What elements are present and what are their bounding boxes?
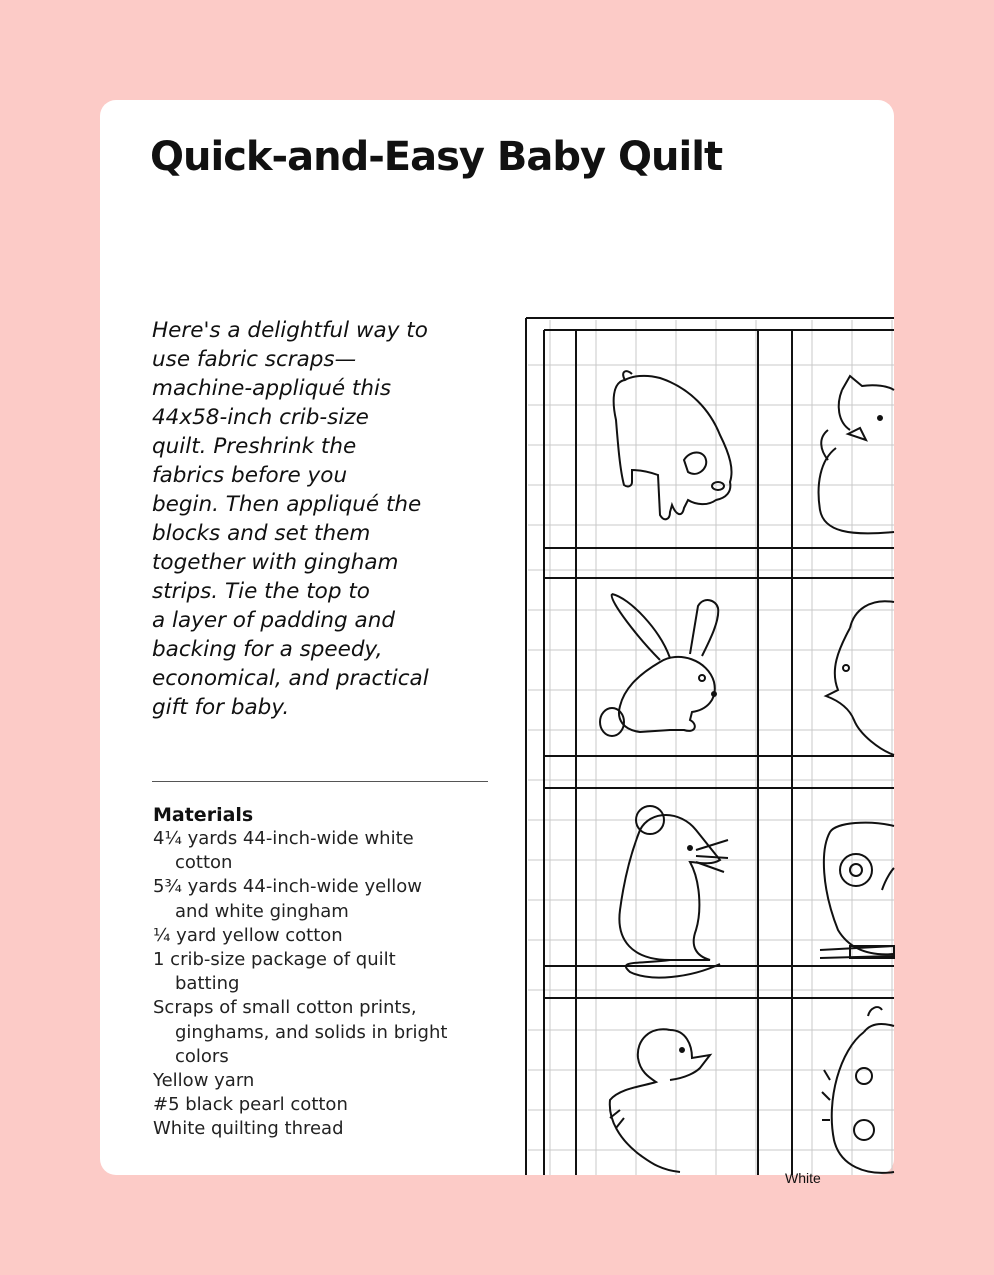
materials-item-continued: cotton xyxy=(175,852,233,874)
intro-line: 44x58-inch crib-size xyxy=(152,405,369,430)
intro-line: use fabric scraps— xyxy=(152,347,357,372)
mouse-tail xyxy=(626,960,720,978)
cat-motif xyxy=(819,376,894,533)
bunny-nose xyxy=(712,692,716,696)
intro-line: economical, and practical xyxy=(152,666,429,691)
bunny-ear-left xyxy=(612,594,670,658)
elephant-trunk xyxy=(826,628,894,755)
page-title: Quick-and-Easy Baby Quilt xyxy=(150,134,723,180)
elephant-eye xyxy=(843,665,849,671)
materials-item: 4¼ yards 44-inch-wide white xyxy=(153,828,414,849)
intro-line: a layer of padding and xyxy=(152,608,395,633)
bunny-body xyxy=(619,657,715,732)
bunny-eye xyxy=(699,675,705,681)
cat-body xyxy=(819,448,894,533)
ladybug-legs xyxy=(822,1070,830,1120)
materials-item: Yellow yarn xyxy=(153,1070,255,1092)
cat-ear xyxy=(842,376,894,390)
mouse-eye xyxy=(688,846,692,850)
intro-line: machine-appliqué this xyxy=(152,376,392,401)
intro-line: fabrics before you xyxy=(152,463,348,488)
duck-eye xyxy=(680,1048,684,1052)
section-divider xyxy=(152,781,488,782)
materials-item: ¼ yard yellow cotton xyxy=(153,924,343,946)
materials-item-continued: ginghams, and solids in bright xyxy=(175,1021,448,1043)
materials-section xyxy=(153,803,513,1142)
page-card xyxy=(100,100,894,1186)
ladybug-antenna xyxy=(868,1007,882,1016)
ladybug-body xyxy=(832,1032,894,1173)
materials-item-continued: batting xyxy=(175,973,240,995)
quilt-sashing xyxy=(526,318,894,1175)
materials-item: #5 black pearl cotton xyxy=(153,1094,348,1116)
duck-motif xyxy=(610,1029,710,1172)
ladybug-head xyxy=(864,1024,894,1032)
pig-body xyxy=(614,376,732,519)
mouse-body xyxy=(619,815,720,960)
intro-paragraph xyxy=(152,316,492,722)
owl-eye-ring xyxy=(840,854,872,886)
elephant-motif xyxy=(826,601,894,755)
elephant-head xyxy=(850,601,894,628)
intro-line: blocks and set them xyxy=(152,521,371,546)
diagram-color-label: White xyxy=(785,1170,821,1186)
intro-line: together with gingham xyxy=(152,550,399,575)
intro-line: gift for baby. xyxy=(152,695,290,720)
materials-item-continued: colors xyxy=(175,1045,229,1067)
ladybug-motif xyxy=(822,1007,894,1173)
pig-ear xyxy=(684,453,706,474)
materials-item: White quilting thread xyxy=(153,1118,344,1140)
intro-line: strips. Tie the top to xyxy=(152,579,370,604)
materials-item: Scraps of small cotton prints, xyxy=(153,997,417,1019)
materials-item: 5¾ yards 44-inch-wide yellow xyxy=(153,876,422,898)
quilt-diagram xyxy=(520,310,894,1186)
intro-line: begin. Then appliqué the xyxy=(152,492,422,517)
intro-line: quilt. Preshrink the xyxy=(152,434,357,459)
duck-body xyxy=(610,1029,680,1172)
pig-snout xyxy=(712,482,724,490)
cat-bow xyxy=(848,428,866,440)
intro-line: Here's a delightful way to xyxy=(152,318,428,343)
materials-item: 1 crib-size package of quilt xyxy=(153,949,396,971)
materials-heading: Materials xyxy=(153,804,254,826)
quilt-diagram-svg xyxy=(520,310,894,1186)
cat-head xyxy=(839,390,850,430)
cat-eye xyxy=(878,416,882,420)
owl-motif xyxy=(820,823,894,958)
gingham-grid xyxy=(528,320,894,1175)
ladybug-spot xyxy=(854,1120,874,1140)
materials-item-continued: and white gingham xyxy=(175,900,349,922)
intro-line: backing for a speedy, xyxy=(152,637,383,662)
owl-branch xyxy=(820,946,894,958)
bunny-motif xyxy=(600,594,718,736)
mouse-whiskers xyxy=(696,840,728,872)
bunny-ear-right xyxy=(690,600,718,656)
